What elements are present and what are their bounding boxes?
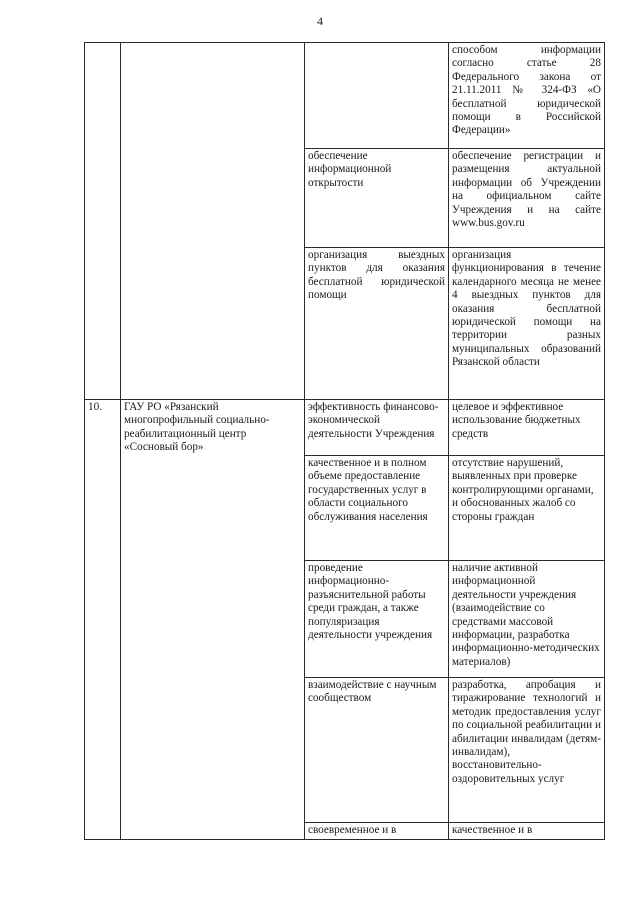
direction-cell: эффективность финансово-экономической деятельности Учреждения — [305, 400, 449, 456]
table-row — [85, 43, 605, 149]
direction-cell: организация выездных пунктов для оказания бесплатной юридической помощи — [305, 248, 449, 400]
organization-cell — [121, 43, 305, 400]
direction-cell: взаимодействие с научным сообществом — [305, 678, 449, 823]
criterion-cell: качественное и в — [449, 823, 605, 840]
direction-cell — [305, 43, 449, 149]
direction-cell: обеспечение информационной открытости — [305, 149, 449, 248]
row-number-cell — [85, 43, 121, 400]
direction-cell: проведение информационно-разъяснительной работы среди граждан, а также популяризация деятельности учреждения — [305, 561, 449, 678]
direction-cell: качественное и в полном объеме предоставление государственных услуг в области социального обслуживания населения — [305, 456, 449, 561]
criterion-cell: разработка, апробация и тиражирование технологий и методик предоставления услуг по социальной реабилитации и абилитации инвалидам (детям-инвалидам), восстановительно-оздоровительных услуг — [449, 678, 605, 823]
table-row — [85, 400, 605, 456]
page-number: 4 — [317, 14, 323, 28]
criterion-cell: организация функционирования в течение календарного месяца не менее 4 выездных пунктов для оказания бесплатной юридической помощи на территории разных муниципальных образований Рязанской области — [449, 248, 605, 400]
row-number-cell: 10. — [85, 400, 121, 840]
criterion-cell: целевое и эффективное использование бюджетных средств — [449, 400, 605, 456]
criterion-cell: способом информации согласно статье 28 Федерального закона от 21.11.2011 № 324-ФЗ «О бесплатной юридической помощи в Российской Федерации» — [449, 43, 605, 149]
criterion-cell: обеспечение регистрации и размещения актуальной информации об Учреждении на официальном сайте Учреждения и на сайте www.bus.gov.ru — [449, 149, 605, 248]
criteria-table — [84, 42, 605, 840]
direction-cell: своевременное и в — [305, 823, 449, 840]
criterion-cell: отсутствие нарушений, выявленных при проверке контролирующими органами, и обоснованных жалоб со стороны граждан — [449, 456, 605, 561]
organization-cell: ГАУ РО «Рязанский многопрофильный социально-реабилитационный центр «Сосновый бор» — [121, 400, 305, 840]
criterion-cell: наличие активной информационной деятельности учреждения (взаимодействие со средствами массовой информации, разработка информационно-методических материалов) — [449, 561, 605, 678]
